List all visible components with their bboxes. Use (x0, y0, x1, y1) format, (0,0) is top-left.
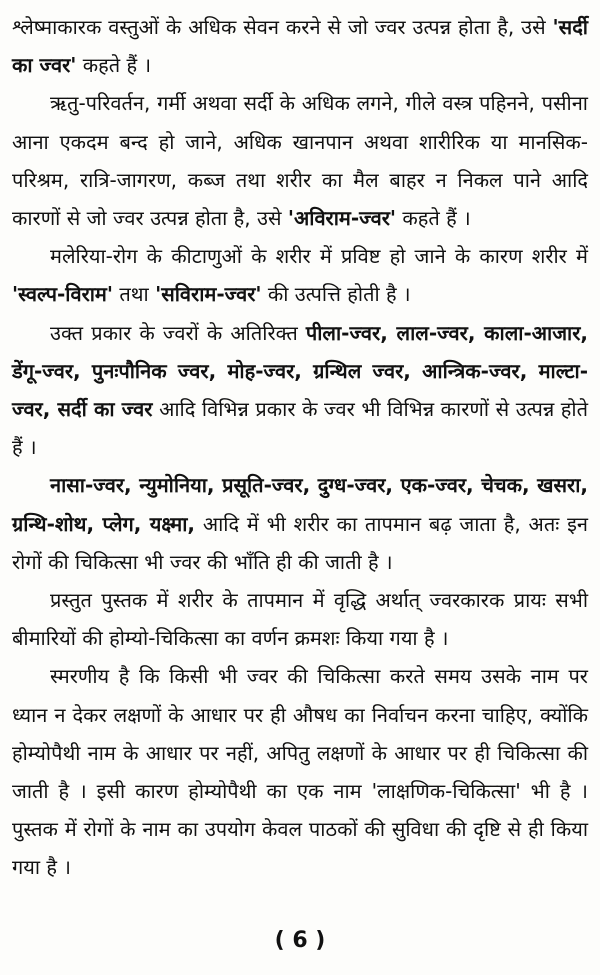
text-run: आदि में भी शरीर का तापमान बढ़ जाता है, अतः इन रोगों की चिकित्सा भी ज्वर की भाँति ही की जाती है । (12, 511, 588, 574)
text-run: मलेरिया-रोग के कीटाणुओं के शरीर में प्रविष्ट हो जाने के कारण शरीर में (50, 244, 588, 269)
paragraph (12, 237, 588, 313)
page-body-text (12, 8, 588, 887)
text-run: की उत्पत्ति होती है । (261, 282, 411, 307)
bold-term: 'सर्दी का ज्वर' (12, 15, 588, 78)
bold-term: 'सविराम-ज्वर' (155, 282, 262, 307)
text-run: आदि विभिन्न प्रकार के ज्वर भी विभिन्न कारणों से उत्पन्न होते हैं । (12, 397, 589, 460)
paragraph (12, 314, 588, 467)
text-run: स्मरणीय है कि किसी भी ज्वर की चिकित्सा करते समय उसके नाम पर ध्यान न देकर लक्षणों के आधार पर ही औषध का निर्वाचन करना चाहिए, क्योंकि होम्योपैथी नाम के आधार पर नहीं, अपितु लक्षणों के आधार पर ही चिकित्सा की जाती है । इसी कारण होम्योपैथी का एक नाम 'लाक्षणिक-चिकित्सा' भी है । पुस्तक में रोगों के नाम का उपयोग केवल पाठकों की सुविधा की दृष्टि से ही किया गया है । (12, 664, 588, 880)
paragraph (12, 657, 588, 886)
paragraph (12, 466, 588, 581)
bold-term: 'स्वल्प-विराम' (12, 282, 114, 307)
text-run: कहते हैं । (76, 53, 152, 78)
bold-term: नासा-ज्वर, न्युमोनिया, प्रसूति-ज्वर, दुग्ध-ज्वर, एक-ज्वर, चेचक, खसरा, ग्रन्थि-शोथ, प्लेग, यक्ष्मा, (12, 473, 588, 536)
text-run: उक्त प्रकार के ज्वरों के अतिरिक्त (50, 320, 306, 345)
bold-term: पीला-ज्वर, लाल-ज्वर, काला-आजार, डेंगू-ज्वर, पुनःपौनिक ज्वर, मोह-ज्वर, ग्रन्थिल ज्वर, आन्त्रिक-ज्वर, माल्टा-ज्वर, सर्दी का ज्वर (12, 320, 588, 422)
text-run: ऋतु-परिवर्तन, गर्मी अथवा सर्दी के अधिक लगने, गीले वस्त्र पहिनने, पसीना आना एकदम बन्द हो जाने, अधिक खानपान अथवा शारीरिक या मानसिक-परिश्रम, रात्रि-जागरण, कब्ज तथा शरीर का मैल बाहर न निकल पाने आदि कारणों से जो ज्वर उत्पन्न होता है, उसे (12, 91, 588, 231)
bold-term: 'अविराम-ज्वर' (287, 206, 397, 231)
paragraph (12, 8, 588, 84)
text-run: श्लेष्माकारक वस्तुओं के अधिक सेवन करने से जो ज्वर उत्पन्न होता है, उसे (12, 15, 553, 39)
paragraph (12, 84, 588, 237)
paragraph (12, 581, 588, 657)
text-run: प्रस्तुत पुस्तक में शरीर के तापमान में वृद्धि अर्थात् ज्वरकारक प्रायः सभी बीमारियों की होम्यो-चिकित्सा का वर्णन क्रमशः किया गया है । (12, 588, 588, 651)
text-run: तथा (113, 282, 156, 307)
page-number: ( 6 ) (274, 928, 326, 953)
text-run: कहते हैं । (396, 206, 471, 231)
